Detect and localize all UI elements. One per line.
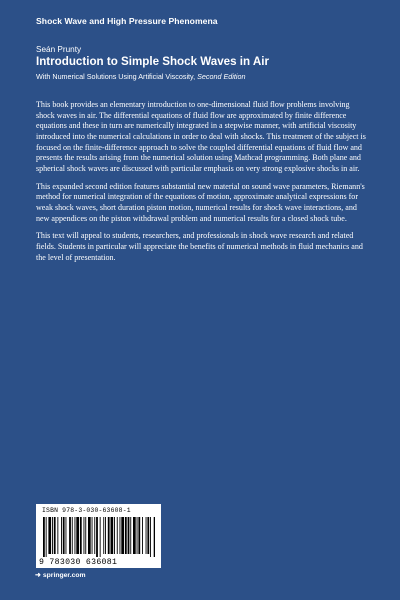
barcode-icon xyxy=(42,517,155,557)
barcode-bar xyxy=(69,517,71,554)
website-url: springer.com xyxy=(42,571,86,579)
barcode-bar xyxy=(137,517,138,554)
barcode-box xyxy=(36,504,161,568)
barcode-bar xyxy=(46,517,47,557)
barcode-bar xyxy=(96,517,98,557)
barcode-bar xyxy=(103,517,104,554)
barcode-bar xyxy=(133,517,136,554)
barcode-bar xyxy=(114,517,115,554)
barcode-bar xyxy=(128,517,130,554)
barcode-bar xyxy=(130,517,131,554)
description-paragraph: This text will appeal to students, researchers, and professionals in shock wave research and related fields. Students in particular will appreciate the benefits of numerical methods in fluid mechanics and the level of presentation. xyxy=(36,231,363,262)
barcode-bar xyxy=(66,517,67,554)
barcode-bar xyxy=(120,517,121,554)
barcode-bar xyxy=(108,517,110,554)
website-link[interactable] xyxy=(35,571,86,579)
description-paragraph: This expanded second edition features substantial new material on sound wave parameters, Riemann's method for numerical integration of the equations of motion, approximate analytical expressions for weak shock waves, short duration piston motion, numerical results for shock wave interactions, and new appendices on the piston withdrawal problem and numerical results for a closed shock tube. xyxy=(36,181,365,223)
description-paragraph: This book provides an elementary introduction to one-dimensional fluid flow problems involving shock waves in air. The differential equations of fluid flow are approximated by finite difference equations and these in turn are numerically integrated in a stepwise manner, with artificial viscosity introduced into the numerical calculations in order to deal with shocks. This treatment of the subject is focused on the finite-difference approach to solve the coupled differential equations of fluid flow and presents the results arising from the numerical solution using Mathcad programming. Both plane and spherical shock waves are discussed with particular emphasis on very strong explosive shocks in air. xyxy=(36,100,366,173)
barcode-number: 9 783030 636081 xyxy=(39,558,118,567)
description xyxy=(36,100,370,270)
barcode-bar xyxy=(146,517,147,554)
barcode-bar xyxy=(72,517,73,554)
barcode-bar xyxy=(100,517,101,557)
isbn-label: ISBN 978-3-030-63608-1 xyxy=(42,507,131,514)
barcode-bar xyxy=(138,517,140,554)
book-subtitle xyxy=(36,72,245,81)
barcode-bar xyxy=(150,517,151,557)
barcode-bar xyxy=(92,517,93,554)
barcode-bar xyxy=(48,517,51,554)
barcode-bar xyxy=(105,517,106,554)
barcode-bar xyxy=(80,517,82,554)
barcode-bar xyxy=(142,517,143,554)
series-title: Shock Wave and High Pressure Phenomena xyxy=(36,16,218,26)
barcode-bar xyxy=(94,517,95,554)
barcode-bar xyxy=(117,517,118,554)
barcode-bar xyxy=(121,517,124,554)
book-title: Introduction to Simple Shock Waves in Air xyxy=(36,55,269,68)
author-name: Seán Prunty xyxy=(36,45,82,54)
barcode-bar xyxy=(54,517,56,554)
subtitle-edition: Second Edition xyxy=(197,72,246,81)
barcode-bar xyxy=(147,517,149,554)
arrow-icon: ➜ xyxy=(35,572,41,579)
barcode-bar xyxy=(63,517,65,554)
barcode-bar xyxy=(75,517,76,554)
subtitle-main: With Numerical Solutions Using Artificial Viscosity, xyxy=(36,72,198,81)
barcode-bar xyxy=(76,517,79,554)
barcode-bar xyxy=(52,517,53,554)
barcode-bar xyxy=(61,517,62,554)
barcode-bar xyxy=(57,517,58,554)
barcode-bar xyxy=(84,517,85,554)
barcode-bar xyxy=(85,517,86,554)
barcode-bar xyxy=(88,517,91,554)
barcode-bar xyxy=(154,517,155,557)
barcode-bar xyxy=(125,517,127,554)
barcode-bar xyxy=(43,517,45,557)
barcode-bar xyxy=(111,517,114,554)
